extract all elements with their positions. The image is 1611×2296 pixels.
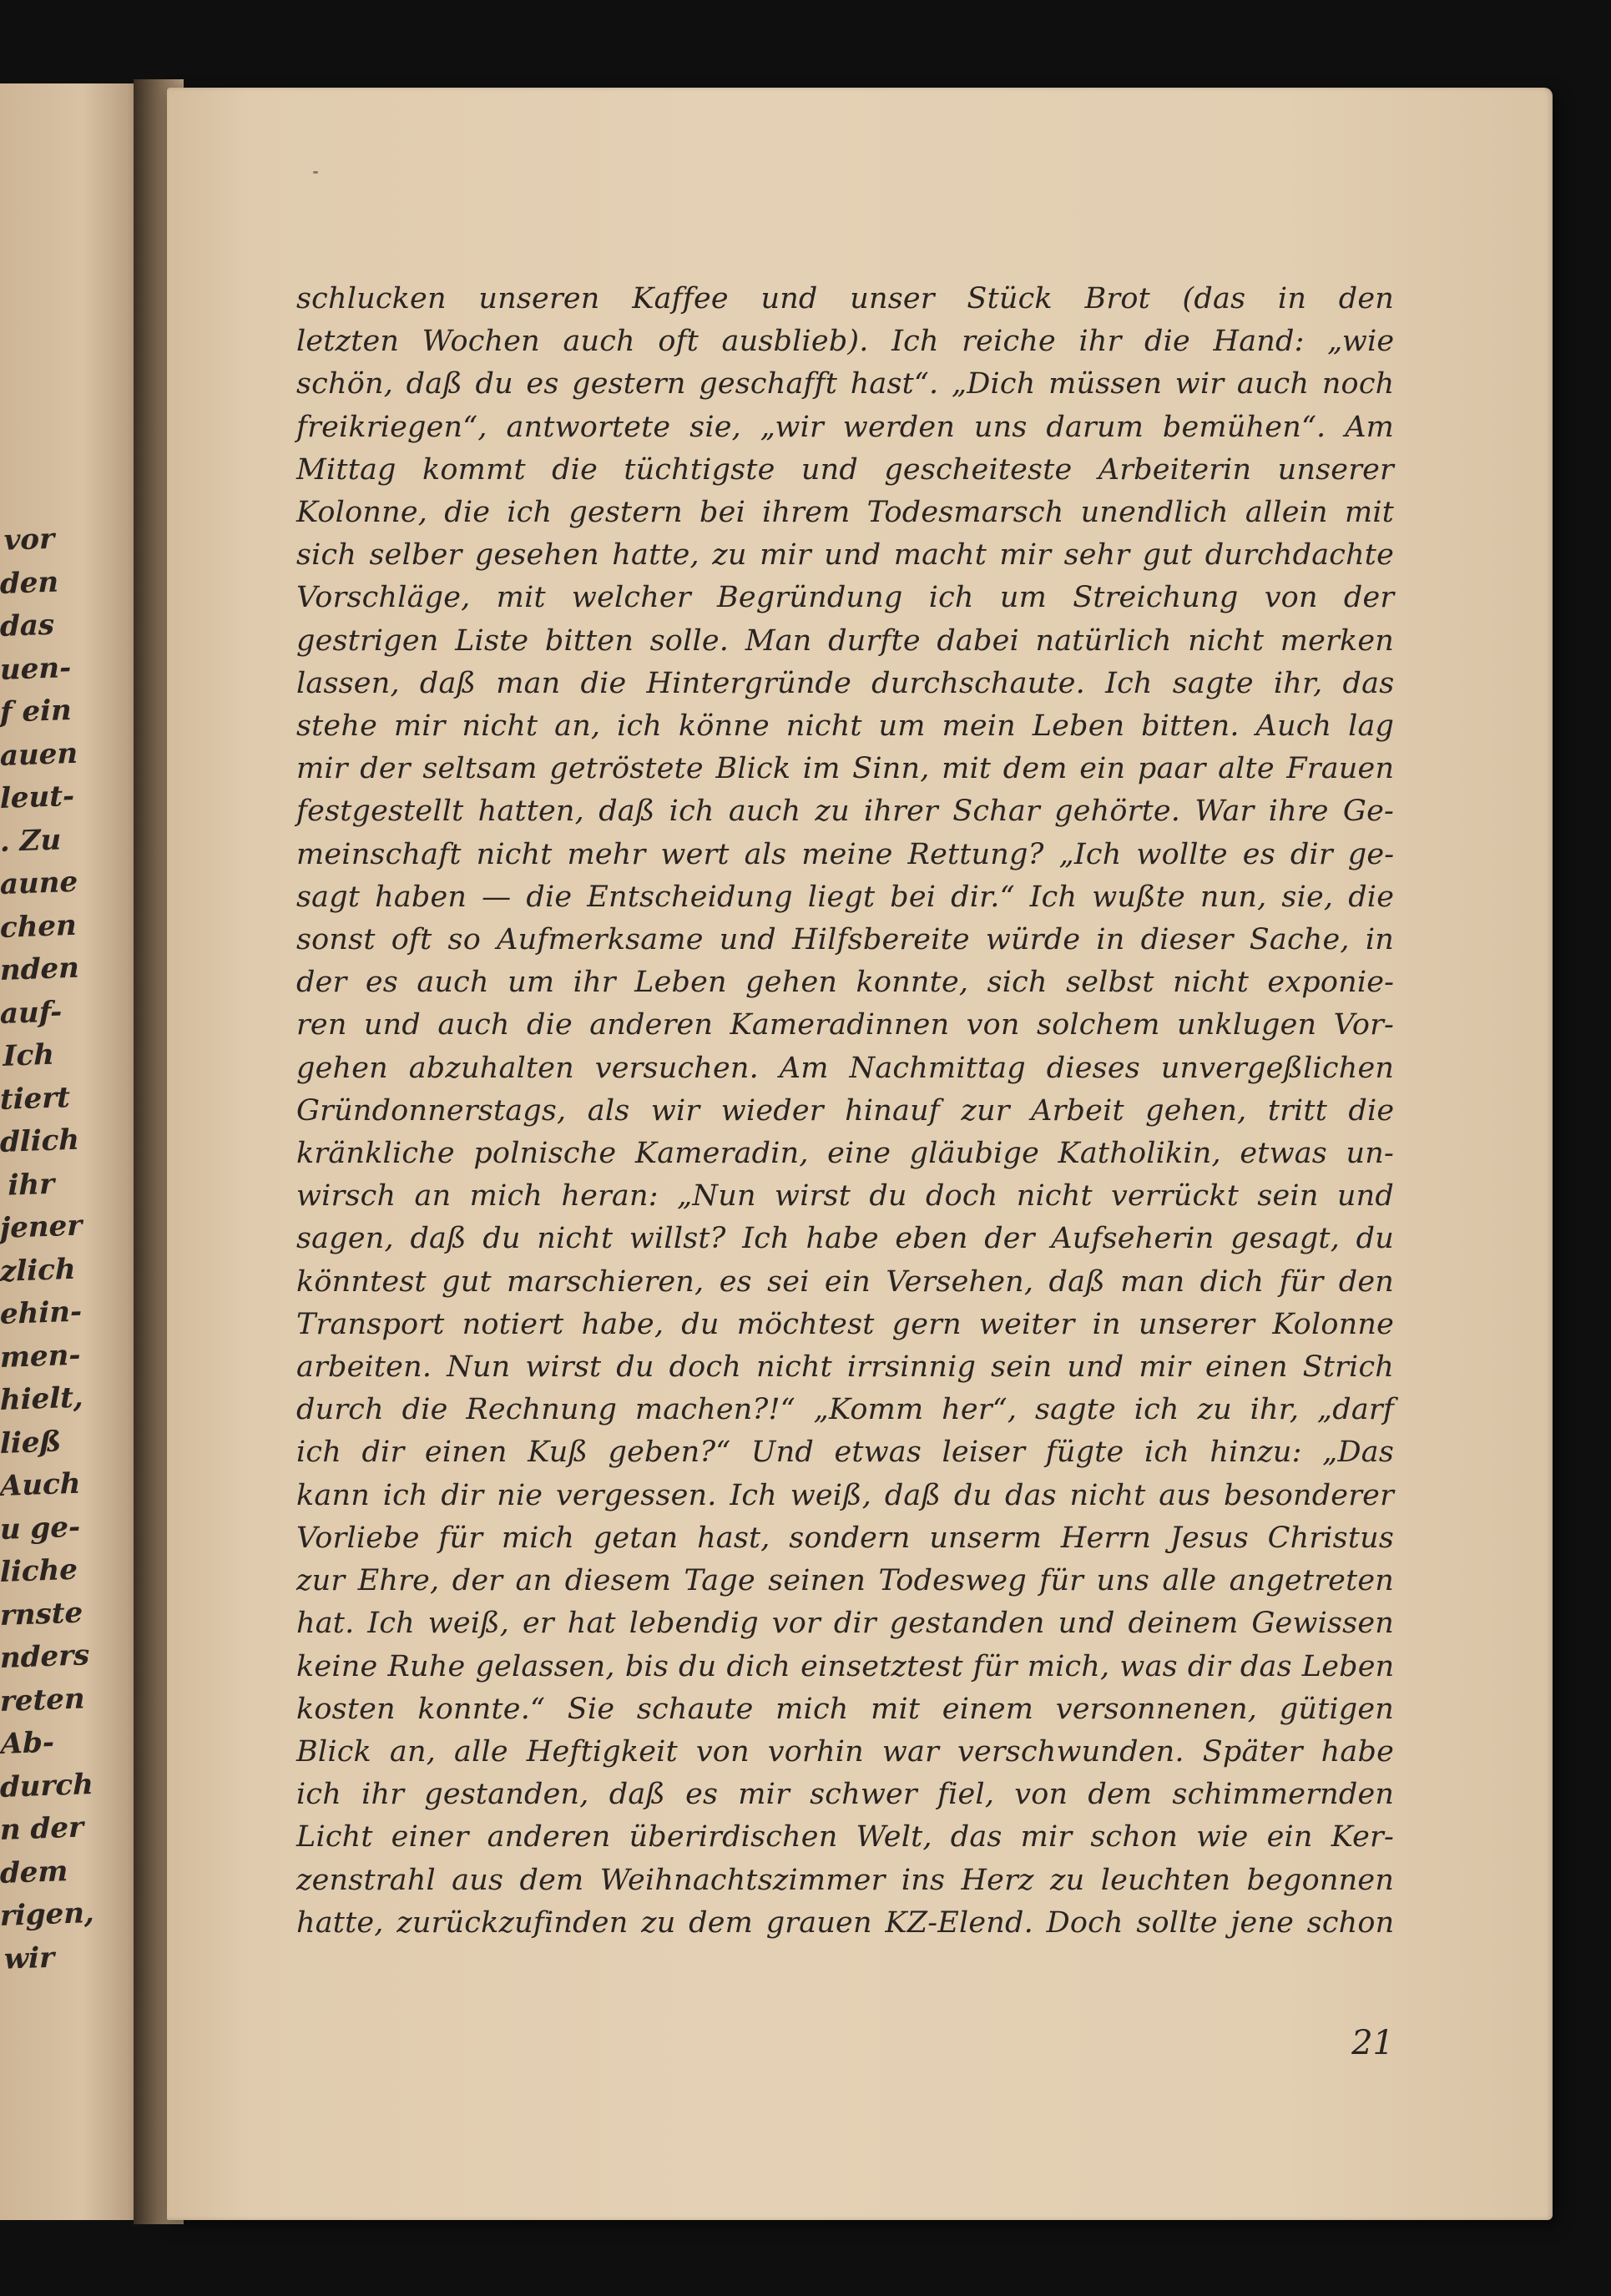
left-fragment: ihr — [8, 1167, 54, 1203]
left-fragment: aune — [0, 865, 78, 901]
text-line: hatte, zurückzufinden zu dem grauen KZ-Elend. Doch sollte jene schon — [296, 1905, 1395, 1940]
left-fragment: zlich — [0, 1252, 76, 1289]
left-fragment: uen- — [0, 650, 72, 687]
text-line: der es auch um ihr Leben gehen konnte, sich selbst nicht exponie- — [296, 966, 1395, 1000]
text-line: sagen, daß du nicht willst? Ich habe eben der Aufseherin gesagt, du — [296, 1222, 1394, 1256]
text-line: Vorschläge, mit welcher Begründung ich um Streichung von der — [296, 581, 1395, 615]
text-line: Transport notiert habe, du möchtest gern weiter in unserer Kolonne — [296, 1307, 1395, 1341]
left-fragment: men- — [0, 1338, 81, 1375]
left-fragment: Ab- — [0, 1725, 54, 1761]
left-fragment: ließ — [0, 1424, 62, 1461]
left-fragment: dem — [0, 1854, 68, 1890]
text-line: mir der seltsam getröstete Blick im Sinn, mit dem ein paar alte Frauen — [296, 752, 1395, 786]
text-line: sagt haben — die Entscheidung liegt bei dir.“ Ich wußte nun, sie, die — [296, 880, 1395, 914]
text-line: arbeiten. Nun wirst du doch nicht irrsinnig sein und mir einen Strich — [296, 1350, 1394, 1385]
left-fragment: den — [0, 565, 59, 601]
page-number: 21 — [1351, 2024, 1394, 2062]
text-line: schlucken unseren Kaffee und unser Stück Brot (das in den — [296, 282, 1394, 315]
left-fragment: chen — [0, 908, 77, 945]
text-line: ich ihr gestanden, daß es mir schwer fiel, von dem schimmernden — [296, 1778, 1395, 1812]
left-fragment: n der — [0, 1810, 83, 1847]
paper-speck — [313, 171, 318, 174]
left-fragment: dlich — [0, 1123, 80, 1159]
text-line: hat. Ich weiß, er hat lebendig vor dir gestanden und deinem Gewissen — [296, 1607, 1394, 1641]
left-fragment: rigen, — [0, 1896, 94, 1933]
left-fragment: nden — [0, 951, 79, 987]
text-line: ich dir einen Kuß geben?“ Und etwas leiser fügte ich hinzu: „Das — [296, 1436, 1394, 1470]
page-body-text — [296, 278, 1394, 1945]
text-line: Gründonnerstags, als wir wieder hinauf zur Arbeit gehen, tritt die — [296, 1093, 1395, 1128]
text-line: sich selber gesehen hatte, zu mir und macht mir sehr gut durchdachte — [296, 538, 1394, 573]
text-line: schön, daß du es gestern geschafft hast“. „Dich müssen wir auch noch — [296, 367, 1395, 401]
text-line: ren und auch die anderen Kameradinnen von solchem unklugen Vor- — [296, 1008, 1395, 1042]
text-line: stehe mir nicht an, ich könne nicht um mein Leben bitten. Auch lag — [296, 709, 1395, 744]
left-fragment: hielt, — [0, 1380, 83, 1417]
left-fragment: rnste — [0, 1596, 83, 1632]
text-line: festgestellt hatten, daß ich auch zu ihrer Schar gehörte. War ihre Ge- — [296, 795, 1395, 829]
text-line: meinschaft nicht mehr wert als meine Rettung? „Ich wollte es dir ge- — [296, 837, 1395, 871]
text-line: kränkliche polnische Kameradin, eine gläubige Katholikin, etwas un- — [296, 1137, 1394, 1171]
text-line: keine Ruhe gelassen, bis du dich einsetztest für mich, was dir das Leben — [296, 1649, 1395, 1683]
text-line: gestrigen Liste bitten solle. Man durfte dabei natürlich nicht merken — [296, 623, 1394, 658]
text-line: Mittag kommt die tüchtigste und gescheiteste Arbeiterin unserer — [296, 452, 1394, 487]
left-fragment: tiert — [0, 1080, 70, 1117]
text-line: zur Ehre, der an diesem Tage seinen Todesweg für uns alle angetreten — [296, 1564, 1394, 1598]
left-fragment: reten — [0, 1681, 85, 1718]
text-line: wirsch an mich heran: „Nun wirst du doch nicht verrückt sein und — [296, 1179, 1394, 1214]
left-fragment: nders — [0, 1638, 90, 1675]
left-fragment: u ge- — [0, 1510, 81, 1547]
left-fragment: ehin- — [0, 1294, 83, 1331]
text-line: letzten Wochen auch oft ausblieb). Ich reiche ihr die Hand: „wie — [296, 325, 1395, 359]
left-facing-page — [0, 83, 150, 2220]
text-line: kann ich dir nie vergessen. Ich weiß, daß du das nicht aus besonderer — [296, 1478, 1394, 1512]
left-page-text-fragments — [0, 517, 142, 1979]
text-line: zenstrahl aus dem Weihnachtszimmer ins Herz zu leuchten begonnen — [296, 1863, 1395, 1897]
text-line: lassen, daß man die Hintergründe durchschaute. Ich sagte ihr, das — [296, 666, 1395, 700]
left-fragment: f ein — [0, 693, 72, 729]
text-line: könntest gut marschieren, es sei ein Versehen, daß man dich für den — [296, 1264, 1394, 1299]
left-fragment: auf- — [0, 994, 63, 1031]
text-line: Vorliebe für mich getan hast, sondern unserm Herrn Jesus Christus — [296, 1521, 1394, 1555]
text-line: kosten konnte.“ Sie schaute mich mit einem versonnenen, gütigen — [296, 1692, 1394, 1726]
left-fragment: . Zu — [0, 822, 62, 859]
left-fragment: durch — [0, 1767, 93, 1804]
text-line: freikriegen“, antwortete sie, „wir werden uns darum bemühen“. Am — [296, 410, 1395, 444]
left-fragment: liche — [0, 1552, 78, 1589]
left-fragment: auen — [0, 736, 78, 773]
left-fragment: jener — [0, 1209, 83, 1245]
text-line: Blick an, alle Heftigkeit von vorhin war verschwunden. Später habe — [296, 1734, 1395, 1769]
left-fragment: das — [0, 608, 54, 643]
left-fragment: Ich — [3, 1037, 54, 1073]
left-fragment: Auch — [0, 1466, 81, 1503]
text-line: Kolonne, die ich gestern bei ihrem Todesmarsch unendlich allein mit — [296, 496, 1394, 530]
text-line: Licht einer anderen überirdischen Welt, das mir schon wie ein Ker- — [296, 1820, 1394, 1854]
text-line: gehen abzuhalten versuchen. Am Nachmittag dieses unvergeßlichen — [296, 1051, 1395, 1085]
left-fragment: wir — [3, 1940, 54, 1976]
text-line: sonst oft so Aufmerksame und Hilfsbereite würde in dieser Sache, in — [296, 923, 1394, 957]
left-fragment: leut- — [0, 779, 75, 815]
left-fragment: vor — [3, 522, 54, 558]
right-page — [167, 88, 1553, 2220]
text-line: durch die Rechnung machen?!“ „Komm her“, sagte ich zu ihr, „darf — [296, 1393, 1394, 1427]
